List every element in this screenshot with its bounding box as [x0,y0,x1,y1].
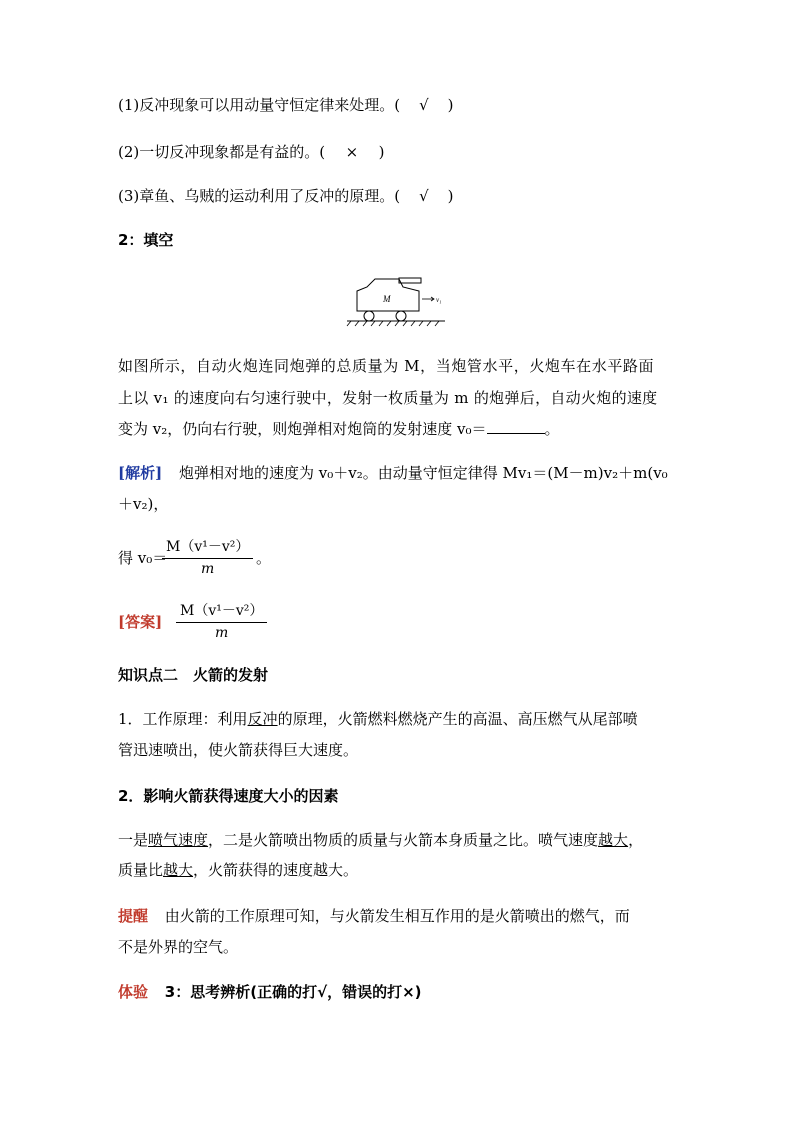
underlined-term: 反冲 [247,710,278,728]
text-segment: 质量比 [118,861,164,879]
cross-mark: × [345,143,359,161]
judge-item-text: (1)反冲现象可以用动量守恒定律来处理。( [118,96,401,114]
tip-line-2: 不是外界的空气。 [118,938,239,956]
underlined-term: 越大 [163,861,194,879]
wheel [364,311,374,321]
judge-item-close: ) [447,96,454,114]
answer-blank [487,419,545,434]
wheel [396,311,406,321]
factors-line-2 [118,860,358,880]
analysis-result-prefix: 得 v₀＝ [118,549,168,567]
fraction-numerator: M（v¹－v²） [176,600,267,623]
fraction-numerator: M（v¹－v²） [162,536,253,559]
analysis-line-1 [118,463,668,483]
mass-label: M [383,294,391,304]
working-principle-line-2: 管迅速喷出，使火箭获得巨大速度。 [118,741,359,759]
experience-tag: 体验 [118,983,149,1001]
working-principle-line-1 [118,709,638,729]
judge-item-2 [118,142,385,162]
question-line-3-end: 。 [544,420,560,438]
judge-item-close: ) [378,143,385,161]
question-line-2: 上以 v₁ 的速度向右匀速行驶中，发射一枚质量为 m 的炮弹后，自动火炮的速度 [118,389,658,407]
question-line-1: 如图所示，自动火炮连同炮弹的总质量为 M，当炮管水平，火炮车在水平路面 [118,357,655,375]
underlined-term: 越大 [598,831,629,849]
question-line-3 [118,419,560,439]
fraction-denominator: m [201,561,215,577]
velocity-label: v₁ [436,296,442,304]
experience-line [118,982,422,1002]
cannon-figure [345,265,455,327]
analysis-fraction [162,536,253,577]
experience-text: 3：思考辨析(正确的打√，错误的打×) [164,983,422,1001]
answer-fraction [176,600,267,641]
judge-item-close: ) [447,187,454,205]
ground-hatching [347,321,439,326]
judge-item-text: (3)章鱼、乌贼的运动利用了反冲的原理。( [118,187,401,205]
factors-line-1 [118,830,643,850]
underlined-term: 喷气速度 [148,831,209,849]
factors-title: 2．影响火箭获得速度大小的因素 [118,787,339,805]
cannon-barrel [399,278,421,283]
question-line-3-text: 变为 v₂，仍向右行驶，则炮弹相对炮筒的发射速度 v₀＝ [118,420,487,438]
text-segment: 1．工作原理：利用 [118,710,248,728]
text-segment: ，二是火箭喷出物质的质量与火箭本身质量之比。喷气速度 [208,831,599,849]
analysis-result-suffix: 。 [256,549,272,567]
fraction-denominator: m [215,625,229,641]
tip-line-1 [118,906,630,926]
tip-text: 由火箭的工作原理可知，与火箭发生相互作用的是火箭喷出的燃气，而 [164,907,630,925]
judge-item-text: (2)一切反冲现象都是有益的。( [118,143,326,161]
analysis-line-2: ＋v₂)， [118,495,169,513]
text-segment: ，火箭获得的速度越大。 [193,861,359,879]
check-mark: √ [419,96,429,114]
check-mark: √ [419,187,429,205]
judge-item-1 [118,95,454,115]
section-title-fill-blank: 2：填空 [118,231,174,249]
judge-item-3 [118,186,454,206]
text-segment: ， [628,831,644,849]
answer-tag: [答案] [118,613,163,631]
text-segment: 的原理，火箭燃料燃烧产生的高温、高压燃气从尾部喷 [277,710,638,728]
knowledge-point-2-title: 知识点二 火箭的发射 [118,666,269,684]
tip-tag: 提醒 [118,907,149,925]
analysis-tag: [解析] [118,464,163,482]
analysis-text: 炮弹相对地的速度为 v₀＋v₂。由动量守恒定律得 Mv₁＝(M－m)v₂＋m(v₀ [178,464,668,482]
text-segment: 一是 [118,831,149,849]
